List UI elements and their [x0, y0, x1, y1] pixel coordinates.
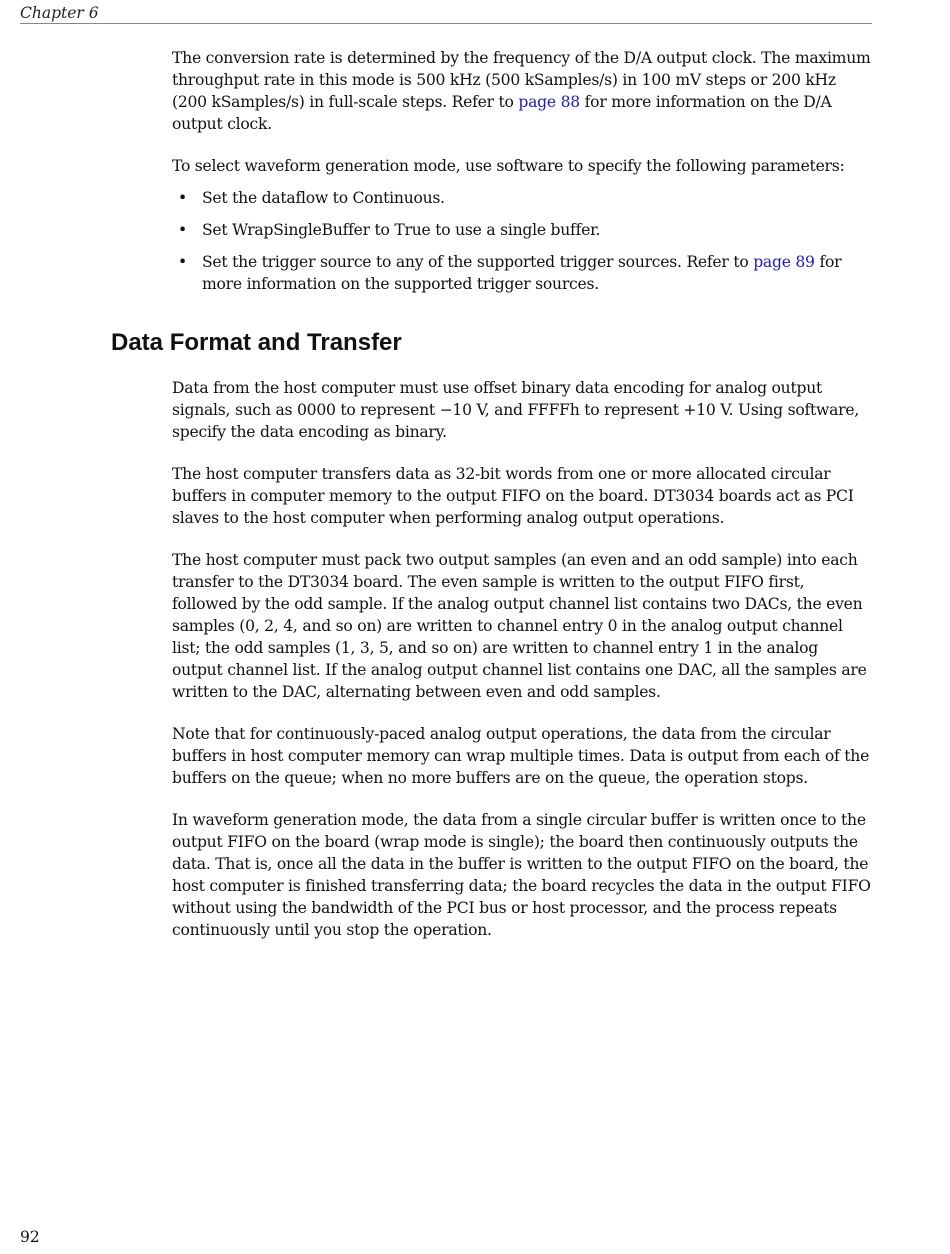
- bullet-dot: •: [178, 221, 187, 239]
- bullet-text: Set the trigger source to any of the supported trigger sources. Refer to: [202, 253, 754, 271]
- bullet-text: Set WrapSingleBuffer to True to use a single buffer.: [202, 221, 601, 239]
- section-p5-text: In waveform generation mode, the data from a single circular buffer is written once to the output FIFO on the board (wrap mode is single); the board then continuously outputs the data. That is, once all the data in the buffer is written to the output FIFO on the board, the host computer is finished transferring data; the board recycles the data in the output FIFO without using the bandwidth of the PCI bus or host processor, and the process repeats continuously until you stop the operation.: [172, 811, 871, 939]
- intro-p1-after: for more information on the D/A output clock.: [172, 93, 832, 133]
- bullet-dot: •: [178, 189, 187, 207]
- page-88-link[interactable]: page 88: [518, 93, 580, 111]
- intro-paragraph-1: [172, 47, 872, 135]
- bullet-dot: •: [178, 253, 187, 271]
- section-p2-text: The host computer transfers data as 32-bit words from one or more allocated circular buffers in computer memory to the output FIFO on the board. DT3034 boards act as PCI slaves to the host computer when performing analog output operations.: [172, 465, 854, 527]
- section-paragraph-5: [172, 809, 872, 941]
- page-number: 92: [20, 1228, 40, 1246]
- section-paragraph-4: [172, 723, 872, 789]
- intro-p2-text: To select waveform generation mode, use software to specify the following parameters:: [172, 157, 845, 175]
- bullet-text-after: for more information on the supported trigger sources.: [202, 253, 842, 293]
- list-item: [172, 219, 872, 241]
- section-p3-text: The host computer must pack two output samples (an even and an odd sample) into each transfer to the DT3034 board. The even sample is written to the output FIFO first, followed by the odd sample. If the analog output channel list contains two DACs, the even samples (0, 2, 4, and so on) are written to channel entry 0 in the analog output channel list; the odd samples (1, 3, 5, and so on) are written to channel entry 1 in the analog output channel list. If the analog output channel list contains one DAC, all the samples are written to the DAC, alternating between even and odd samples.: [172, 551, 867, 701]
- section-paragraph-2: [172, 463, 872, 529]
- parameter-list: [172, 187, 872, 305]
- section-paragraph-1: [172, 377, 872, 443]
- page-89-link[interactable]: page 89: [753, 253, 815, 271]
- running-header: [20, 3, 872, 24]
- chapter-label: Chapter 6: [20, 4, 99, 22]
- bullet-text: Set the dataflow to Continuous.: [202, 189, 445, 207]
- list-item: [172, 187, 872, 209]
- intro-paragraph-2: [172, 155, 872, 177]
- intro-p1-text: The conversion rate is determined by the frequency of the D/A output clock. The maximum throughput rate in this mode is 500 kHz (500 kSamples/s) in 100 mV steps or 200 kHz (200 kSamples/s) in full-scale steps. Refer to: [172, 49, 871, 111]
- section-p1-text: Data from the host computer must use offset binary data encoding for analog output signals, such as 0000 to represent −10 V, and FFFFh to represent +10 V. Using software, specify the data encoding as binary.: [172, 379, 860, 441]
- section-paragraph-3: [172, 549, 872, 703]
- list-item: [172, 251, 872, 295]
- section-p4-text: Note that for continuously-paced analog output operations, the data from the circular buffers in host computer memory can wrap multiple times. Data is output from each of the buffers on the queue; when no more buffers are on the queue, the operation stops.: [172, 725, 870, 787]
- section-heading: Data Format and Transfer: [111, 329, 402, 356]
